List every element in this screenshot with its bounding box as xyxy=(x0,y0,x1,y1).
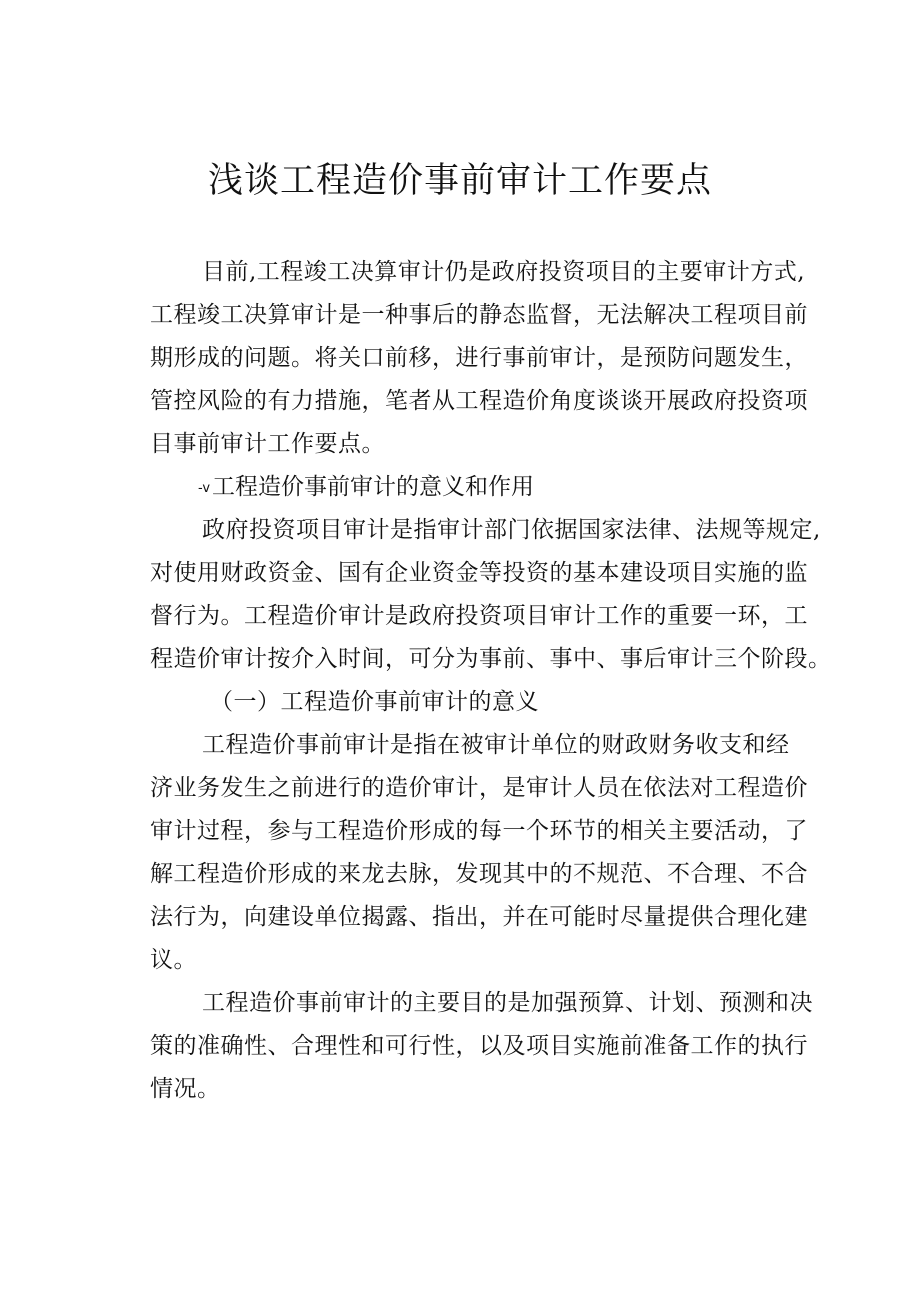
subsection1-p1-line-3: 审计过程，参与工程造价形成的每一个环节的相关主要活动，了 xyxy=(150,818,808,844)
section1-line-2: 对使用财政资金、国有企业资金等投资的基本建设项目实施的监 xyxy=(150,560,808,586)
section1-line-1: 政府投资项目审计是指审计部门依据国家法律、法规等规定, xyxy=(202,517,821,543)
subsection1-p1-line-2: 济业务发生之前进行的造价审计，是审计人员在依法对工程造价 xyxy=(150,775,808,801)
section1-line-4: 程造价审计按介入时间，可分为事前、事中、事后审计三个阶段。 xyxy=(150,646,832,672)
subsection-heading-1: （一）工程造价事前审计的意义 xyxy=(210,689,539,715)
subsection1-p2-line-3: 情况。 xyxy=(150,1076,221,1102)
section-heading-text: 工程造价事前审计的意义和作用 xyxy=(212,474,535,500)
subsection1-p1-line-4: 解工程造价形成的来龙去脉，发现其中的不规范、不合理、不合 xyxy=(150,861,808,887)
subsection1-p1-line-6: 议。 xyxy=(150,947,197,973)
subsection1-p1-line-5: 法行为，向建设单位揭露、指出，并在可能时尽量提供合理化建 xyxy=(150,904,808,930)
intro-line-1: 目前,工程竣工决算审计仍是政府投资项目的主要审计方式, xyxy=(202,259,806,285)
section-marker: -v xyxy=(198,481,211,496)
intro-line-2: 工程竣工决算审计是一种事后的静态监督，无法解决工程项目前 xyxy=(150,302,808,328)
section1-line-3: 督行为。工程造价审计是政府投资项目审计工作的重要一环，工 xyxy=(150,603,808,629)
intro-line-4: 管控风险的有力措施，笔者从工程造价角度谈谈开展政府投资项 xyxy=(150,388,808,414)
intro-line-3: 期形成的问题。将关口前移，进行事前审计，是预防问题发生， xyxy=(150,345,808,371)
subsection1-p2-line-2: 策的准确性、合理性和可行性，以及项目实施前准备工作的执行 xyxy=(150,1033,808,1059)
subsection1-p2-line-1: 工程造价事前审计的主要目的是加强预算、计划、预测和决 xyxy=(202,990,813,1016)
document-title: 浅谈工程造价事前审计工作要点 xyxy=(207,161,712,201)
intro-line-5: 目事前审计工作要点。 xyxy=(150,431,385,457)
section-heading-1 xyxy=(198,469,534,507)
subsection1-p1-line-1: 工程造价事前审计是指在被审计单位的财政财务收支和经 xyxy=(202,732,790,758)
